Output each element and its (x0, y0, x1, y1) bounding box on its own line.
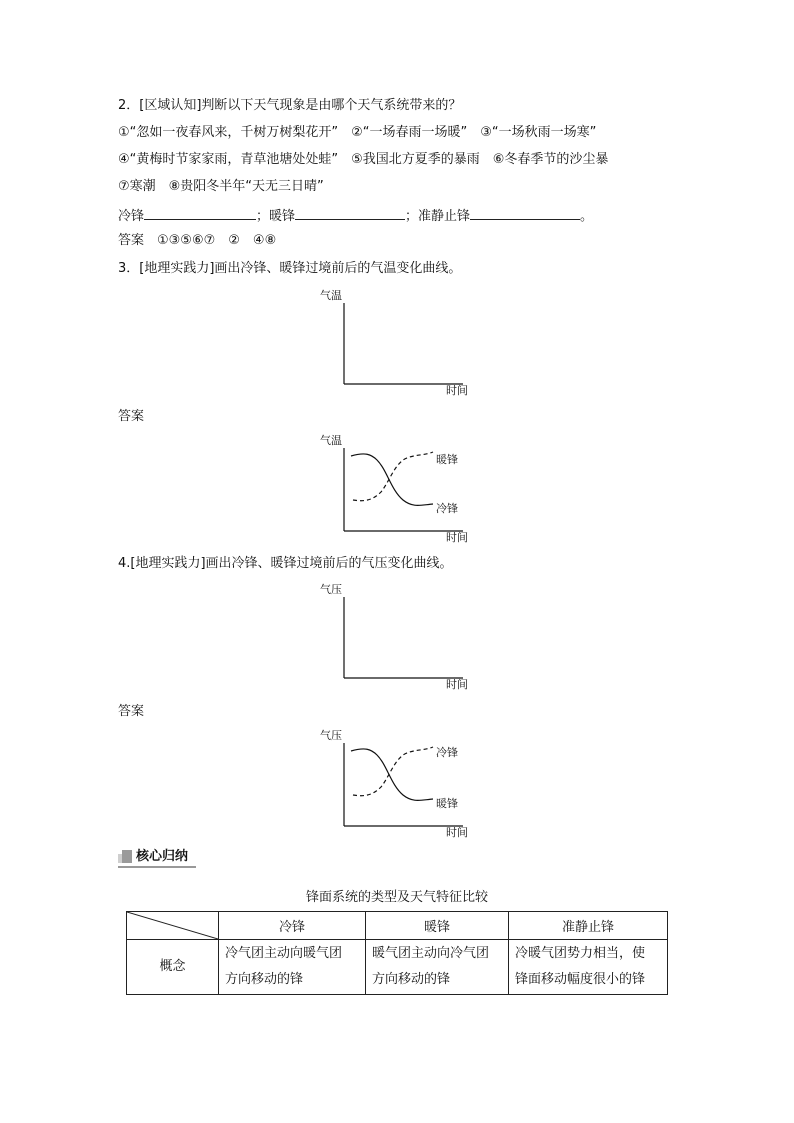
x-axis-label: 时间 (446, 531, 468, 544)
curve-label-lower: 冷锋 (436, 502, 458, 515)
summary-heading-title: 核心归纳 (136, 849, 189, 864)
cell-stationary-concept (509, 940, 668, 995)
x-axis-label: 时间 (446, 384, 468, 397)
fill-end: 。 (580, 209, 594, 224)
temperature-answer-graph (315, 430, 475, 549)
table-header-row (127, 912, 668, 940)
cell-text-line: 方向移动的锋 (225, 972, 304, 987)
cold-front-curve (353, 747, 433, 796)
cell-text-line: 方向移动的锋 (372, 972, 451, 987)
warm-front-curve (351, 749, 433, 800)
warm-front-curve (353, 452, 433, 501)
x-axis-label: 时间 (446, 678, 468, 691)
curve-label-lower: 暖锋 (436, 797, 458, 810)
q2-fill-blanks (118, 205, 593, 226)
front-comparison-table (126, 911, 668, 995)
y-axis-label: 气温 (320, 289, 342, 302)
col-header-stationary: 准静止锋 (509, 912, 668, 940)
table-title: 锋面系统的类型及天气特征比较 (305, 890, 488, 905)
blank-cold[interactable] (144, 205, 256, 220)
summary-heading (118, 848, 196, 868)
q2-title: 2．[区域认知]判断以下天气现象是由哪个天气系统带来的？ (118, 98, 462, 113)
q2-answer: 答案 ①③⑤⑥⑦ ② ④⑧ (118, 233, 277, 248)
blank-warm[interactable] (295, 205, 405, 220)
cell-text-line: 冷暖气团势力相当，使 (515, 946, 646, 961)
diagonal-line (127, 912, 218, 939)
cell-text-line: 锋面移动幅度很小的锋 (515, 972, 646, 987)
q3-title: 3．[地理实践力]画出冷锋、暖锋过境前后的气温变化曲线。 (118, 261, 462, 276)
table-row (127, 940, 668, 995)
y-axis-label: 气温 (320, 434, 342, 447)
fill-warm-label: ；暖锋 (256, 209, 296, 224)
blank-stationary[interactable] (470, 205, 580, 220)
diagonal-corner-cell (127, 912, 219, 940)
pressure-answer-graph (315, 725, 475, 844)
y-axis-label: 气压 (320, 583, 342, 596)
temperature-blank-graph (315, 285, 475, 404)
cell-text-line: 暖气团主动向冷气团 (372, 946, 490, 961)
cell-cold-concept (219, 940, 366, 995)
curve-label-upper: 暖锋 (436, 453, 458, 466)
q2-options-line3: ⑦寒潮 ⑧贵阳冬半年“天无三日晴” (118, 179, 324, 194)
x-axis-label: 时间 (446, 826, 468, 839)
q4-answer-label: 答案 (118, 704, 145, 719)
pressure-blank-graph (315, 579, 475, 698)
fill-stat-label: ；准静止锋 (405, 209, 471, 224)
q2-options-line2: ④“黄梅时节家家雨，青草池塘处处蛙” ⑤我国北方夏季的暴雨 ⑥冬春季节的沙尘暴 (118, 152, 609, 167)
heading-bookmark-icon (122, 850, 132, 863)
q3-answer-label: 答案 (118, 409, 145, 424)
q4-title: 4.[地理实践力]画出冷锋、暖锋过境前后的气压变化曲线。 (118, 556, 453, 571)
col-header-warm: 暖锋 (366, 912, 509, 940)
y-axis-label: 气压 (320, 729, 342, 742)
fill-cold-label: 冷锋 (118, 209, 145, 224)
row-label-concept: 概念 (127, 940, 219, 995)
q2-options-line1: ①“忽如一夜春风来，千树万树梨花开” ②“一场春雨一场暖” ③“一场秋雨一场寒” (118, 125, 597, 140)
curve-label-upper: 冷锋 (436, 746, 458, 759)
col-header-cold: 冷锋 (219, 912, 366, 940)
heading-underline (118, 866, 196, 868)
cell-warm-concept (366, 940, 509, 995)
cell-text-line: 冷气团主动向暖气团 (225, 946, 343, 961)
cold-front-curve (351, 454, 433, 505)
